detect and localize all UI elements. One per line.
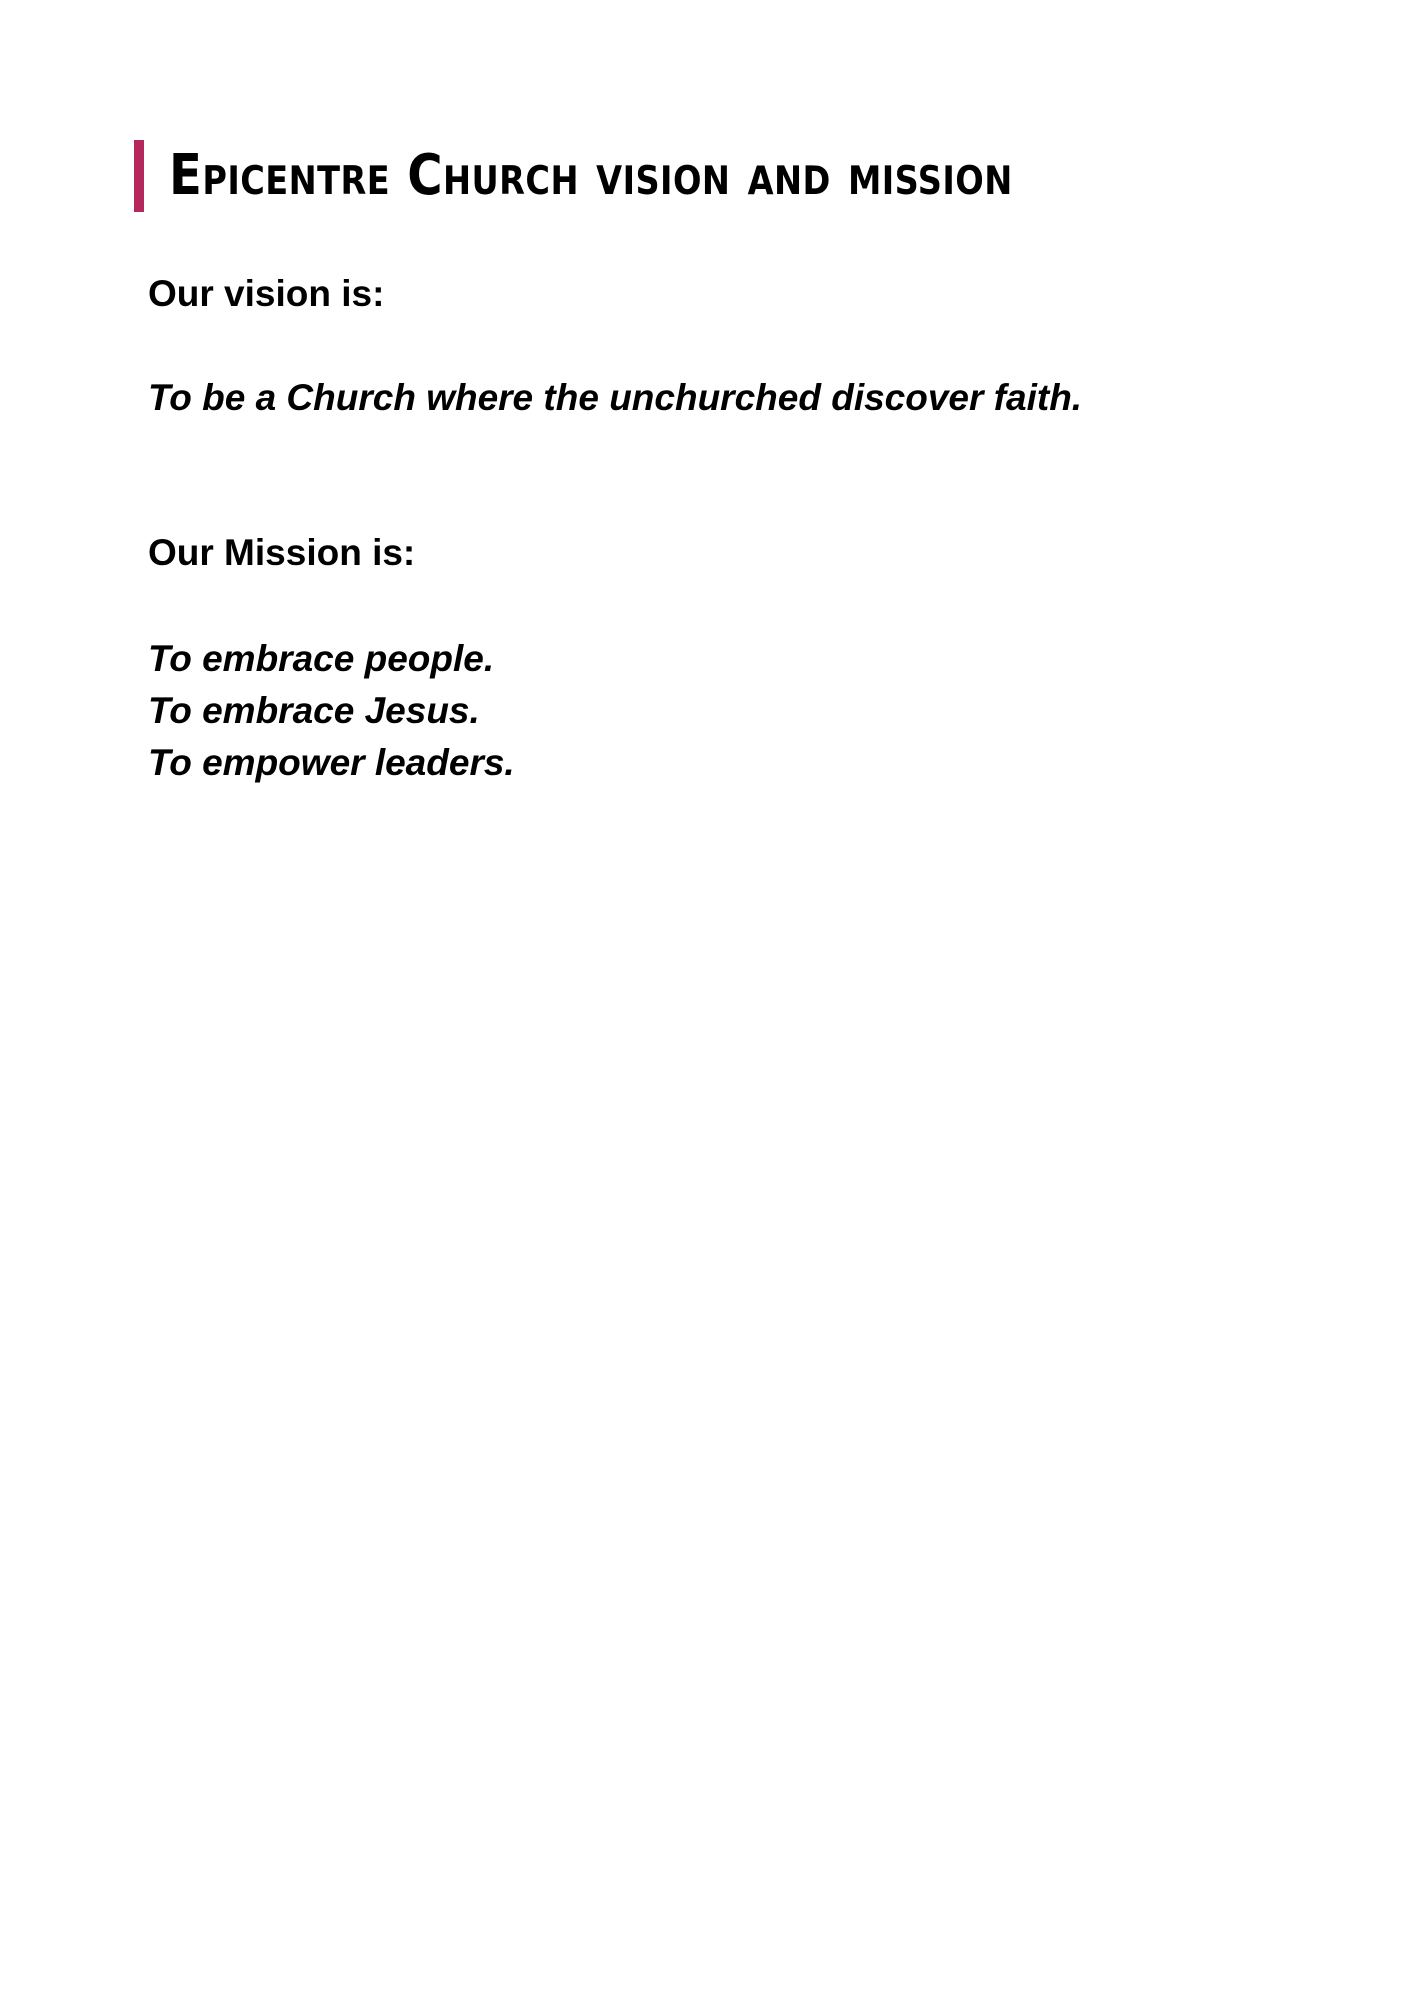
page-title: Epicentre Church vision and mission <box>169 143 1013 208</box>
mission-item: To embrace Jesus. <box>148 690 480 731</box>
section-heading <box>134 139 1150 213</box>
vision-label: Our vision is: <box>148 273 385 314</box>
mission-list <box>148 633 515 789</box>
mission-item: To embrace people. <box>148 638 495 679</box>
mission-label: Our Mission is: <box>148 532 416 573</box>
mission-item: To empower leaders. <box>148 742 515 783</box>
heading-accent-bar <box>134 140 144 212</box>
vision-statement: To be a Church where the unchurched discover faith. <box>148 377 1083 418</box>
